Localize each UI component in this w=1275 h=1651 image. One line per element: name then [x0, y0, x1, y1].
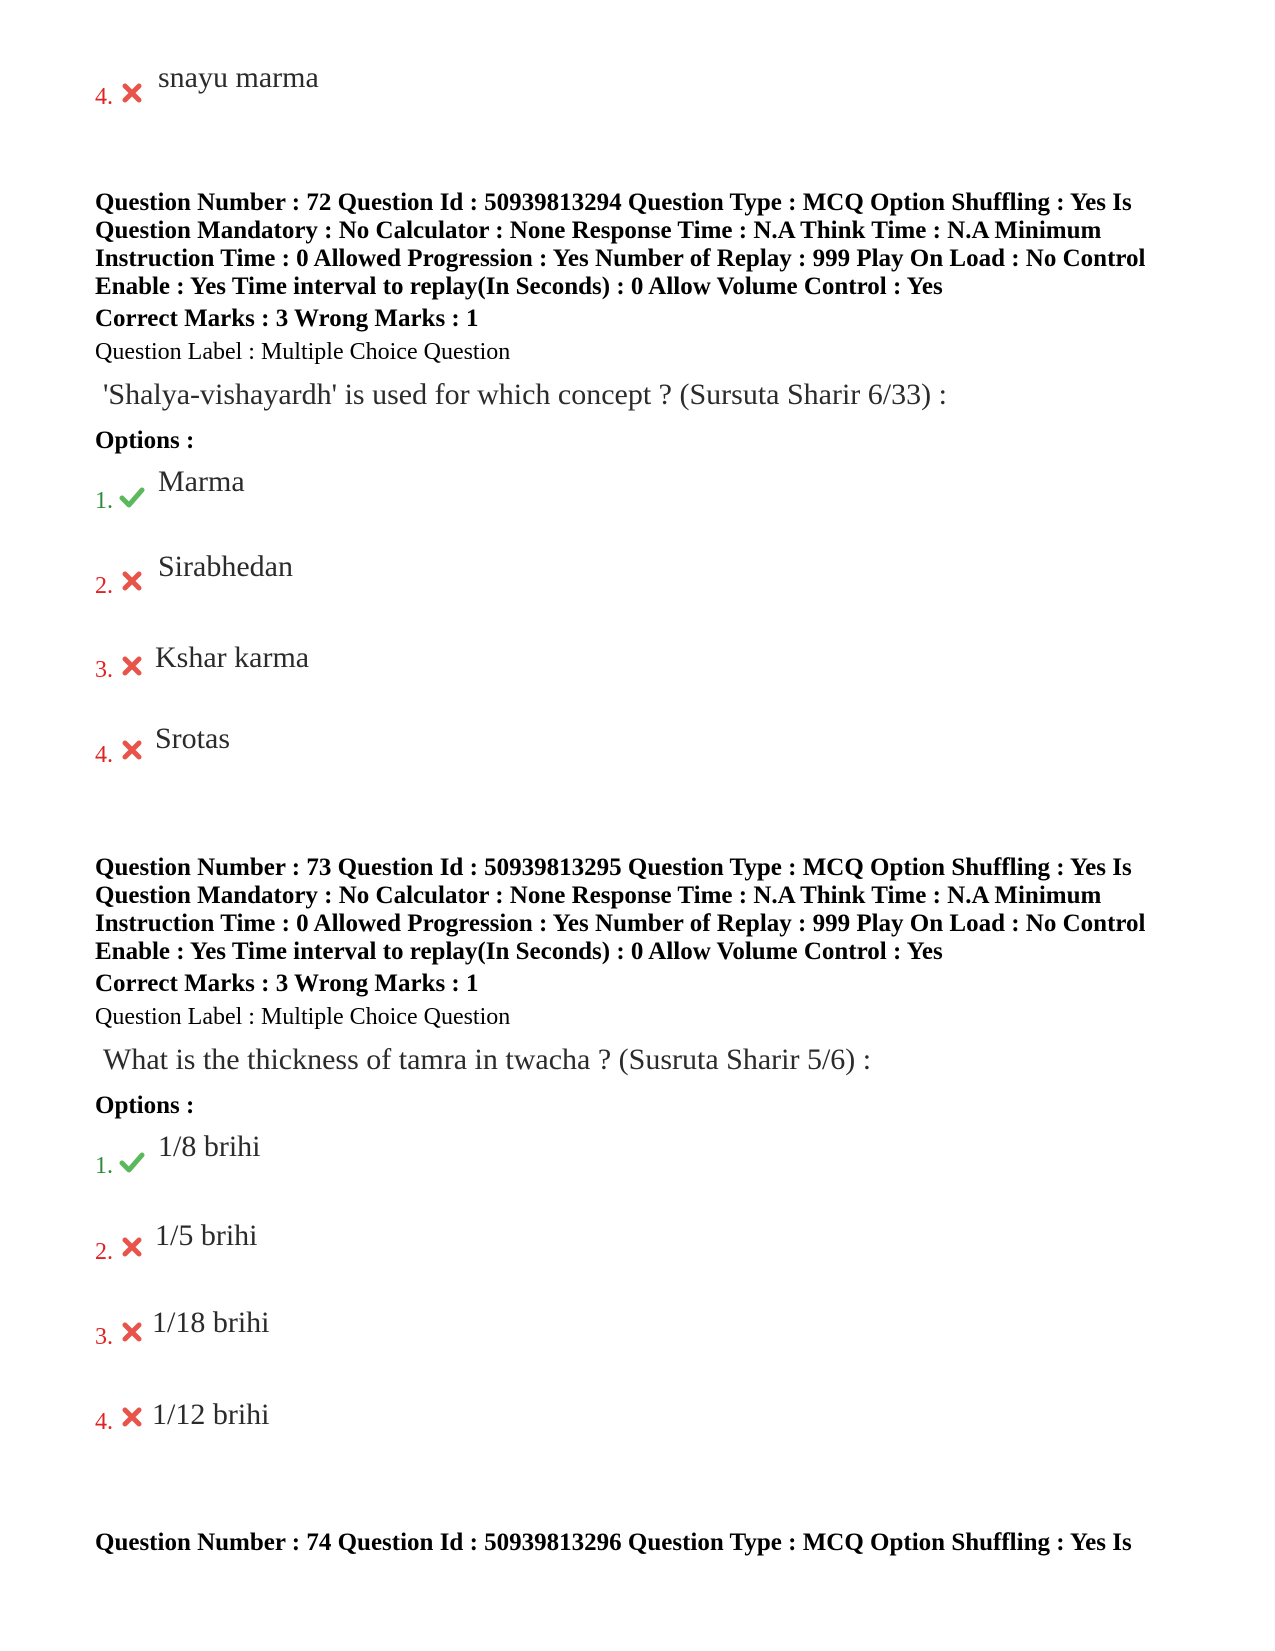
- option-text: 1/5 brihi: [155, 1219, 258, 1252]
- option-text: Sirabhedan: [158, 550, 293, 583]
- cross-icon: [119, 737, 145, 763]
- option-text: Kshar karma: [155, 641, 310, 674]
- meta-line: Question Mandatory : No Calculator : None Response Time : N.A Think Time : N.A Minimum: [95, 882, 1102, 909]
- option-number: 4.: [95, 84, 113, 110]
- option-number: 3.: [95, 657, 113, 683]
- question-meta-73: [95, 854, 1185, 966]
- cross-icon: [119, 568, 145, 594]
- option-text: Marma: [158, 465, 245, 498]
- option-text: Srotas: [155, 722, 230, 755]
- option-number: 1.: [95, 1153, 113, 1179]
- option-text: 1/8 brihi: [158, 1130, 261, 1163]
- meta-line: Question Number : 73 Question Id : 50939813295 Question Type : MCQ Option Shuffling : Yes Is: [95, 854, 1132, 881]
- meta-line: Instruction Time : 0 Allowed Progression : Yes Number of Replay : 999 Play On Load : No Control: [95, 245, 1146, 272]
- cross-icon: [119, 1404, 145, 1430]
- option-number: 4.: [95, 1409, 113, 1435]
- options-heading-73: Options :: [95, 1092, 195, 1119]
- cross-icon: [119, 1319, 145, 1345]
- option-number: 1.: [95, 488, 113, 514]
- question-marks-72: Correct Marks : 3 Wrong Marks : 1: [95, 305, 479, 332]
- option-text: 1/12 brihi: [152, 1398, 270, 1431]
- option-text: snayu marma: [158, 61, 319, 94]
- question-text-73: What is the thickness of tamra in twacha ? (Susruta Sharir 5/6) :: [103, 1043, 872, 1076]
- meta-line: Question Number : 72 Question Id : 50939813294 Question Type : MCQ Option Shuffling : Yes Is: [95, 189, 1132, 216]
- option-number: 2.: [95, 573, 113, 599]
- option-number: 3.: [95, 1324, 113, 1350]
- question-marks-73: Correct Marks : 3 Wrong Marks : 1: [95, 970, 479, 997]
- cross-icon: [119, 1234, 145, 1260]
- check-icon: [119, 484, 145, 510]
- option-text: 1/18 brihi: [152, 1306, 270, 1339]
- cross-icon: [119, 80, 145, 106]
- question-text-72: 'Shalya-vishayardh' is used for which concept ? (Sursuta Sharir 6/33) :: [103, 378, 947, 411]
- check-icon: [119, 1149, 145, 1175]
- question-meta-74: [95, 1529, 1185, 1557]
- meta-line: Enable : Yes Time interval to replay(In Seconds) : 0 Allow Volume Control : Yes: [95, 273, 943, 300]
- question-label-73: Question Label : Multiple Choice Question: [95, 1004, 511, 1030]
- meta-line: Instruction Time : 0 Allowed Progression : Yes Number of Replay : 999 Play On Load : No Control: [95, 910, 1146, 937]
- option-number: 4.: [95, 742, 113, 768]
- meta-line: Enable : Yes Time interval to replay(In Seconds) : 0 Allow Volume Control : Yes: [95, 938, 943, 965]
- meta-line: Question Number : 74 Question Id : 50939813296 Question Type : MCQ Option Shuffling : Yes Is: [95, 1529, 1132, 1556]
- options-heading-72: Options :: [95, 427, 195, 454]
- question-label-72: Question Label : Multiple Choice Question: [95, 339, 511, 365]
- cross-icon: [119, 653, 145, 679]
- option-number: 2.: [95, 1239, 113, 1265]
- meta-line: Question Mandatory : No Calculator : None Response Time : N.A Think Time : N.A Minimum: [95, 217, 1102, 244]
- question-meta-72: [95, 189, 1185, 301]
